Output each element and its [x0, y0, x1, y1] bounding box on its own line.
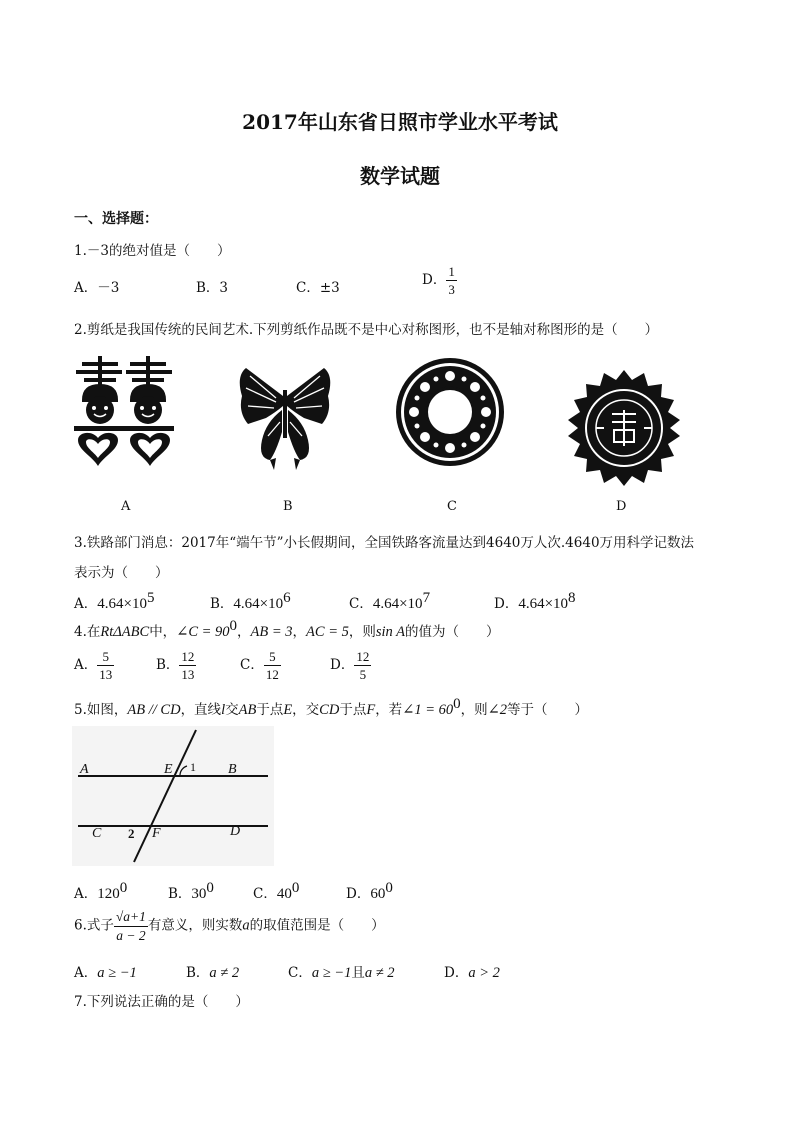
q4-option-a: A． $\frac{5}{13}$: [74, 649, 113, 682]
q3-stem-line2: 表示为（ ）: [74, 565, 169, 581]
butterfly-papercut-icon: [236, 366, 334, 472]
q7-stem: 7.下列说法正确的是（ ）: [74, 994, 249, 1010]
q3-stem-line1: 3.铁路部门消息：2017年“端午节”小长假期间，全国铁路客流量达到4640万人次.4640万用科学记数法: [74, 535, 695, 551]
q1-stem: 1.－3的绝对值是（ ）: [74, 243, 231, 259]
q2-label-c: C: [447, 499, 457, 514]
q4-option-b: B． $\frac{12}{13}$: [156, 649, 195, 682]
q5-option-a: A．$120^0$: [74, 880, 128, 902]
fig-label-a: A: [80, 762, 89, 777]
q6-option-d: D．a > 2: [444, 965, 500, 981]
q5-stem: 5.如图，AB // CD，直线l交AB于点E，交CD于点F，若∠1 = $60^0$，则∠2等于（ ）: [74, 696, 589, 718]
q1-option-d: D． $\frac{1}{3}$: [422, 264, 455, 297]
exam-title: 2017年山东省日照市学业水平考试: [242, 110, 558, 134]
fig-label-b: B: [228, 762, 237, 777]
exam-subtitle: 数学试题: [360, 164, 440, 188]
floral-ring-papercut-icon: [394, 356, 506, 468]
q2-label-d: D: [616, 499, 627, 514]
q4-option-d: D． $\frac{12}{5}$: [330, 649, 370, 682]
q6-option-c: C．a ≥ −1且a ≠ 2: [288, 965, 395, 981]
double-happiness-papercut-icon: [74, 356, 174, 468]
fig-label-2: 2: [128, 826, 135, 841]
q1-option-c: C．±3: [296, 280, 340, 296]
q2-label-a: A: [121, 499, 131, 514]
q4-option-c: C． $\frac{5}{12}$: [240, 649, 279, 682]
q2-label-b: B: [283, 499, 293, 514]
parallel-lines-figure: [72, 726, 274, 866]
q5-option-b: B．$30^0$: [168, 880, 214, 902]
q1-option-b: B．3: [196, 280, 229, 296]
fig-label-e: E: [164, 762, 173, 777]
sun-disc-papercut-icon: [566, 370, 682, 486]
q6-option-a: A．a ≥ −1: [74, 965, 137, 981]
q3-option-b: B．$4.64\times 10^6$: [210, 590, 291, 612]
q3-option-a: A．$4.64\times 10^5$: [74, 590, 155, 612]
q5-option-c: C．$40^0$: [253, 880, 300, 902]
fig-label-f: F: [152, 826, 161, 841]
q6-option-b: B．a ≠ 2: [186, 965, 240, 981]
q3-option-d: D．$4.64\times 10^8$: [494, 590, 576, 612]
q1-option-a: A．－3: [74, 280, 120, 296]
section-title: 一、选择题：: [74, 211, 158, 227]
q6-stem: 6.式子 $\frac{√a+1}{a - 2}$ 有意义，则实数a的取值范围是（ ）: [74, 909, 385, 943]
fig-label-1: 1: [190, 760, 196, 774]
q5-option-d: D．$60^0$: [346, 880, 393, 902]
q2-stem: 2.剪纸是我国传统的民间艺术.下列剪纸作品既不是中心对称图形，也不是轴对称图形的是（ ）: [74, 322, 659, 338]
fig-label-c: C: [92, 826, 102, 841]
q4-stem: 4.在RtΔABC中，∠C = $90^0$，AB = 3，AC = 5，则sin A的值为（ ）: [74, 618, 500, 640]
q3-option-c: C．$4.64\times 10^7$: [349, 590, 431, 612]
fig-label-d: D: [230, 824, 241, 839]
